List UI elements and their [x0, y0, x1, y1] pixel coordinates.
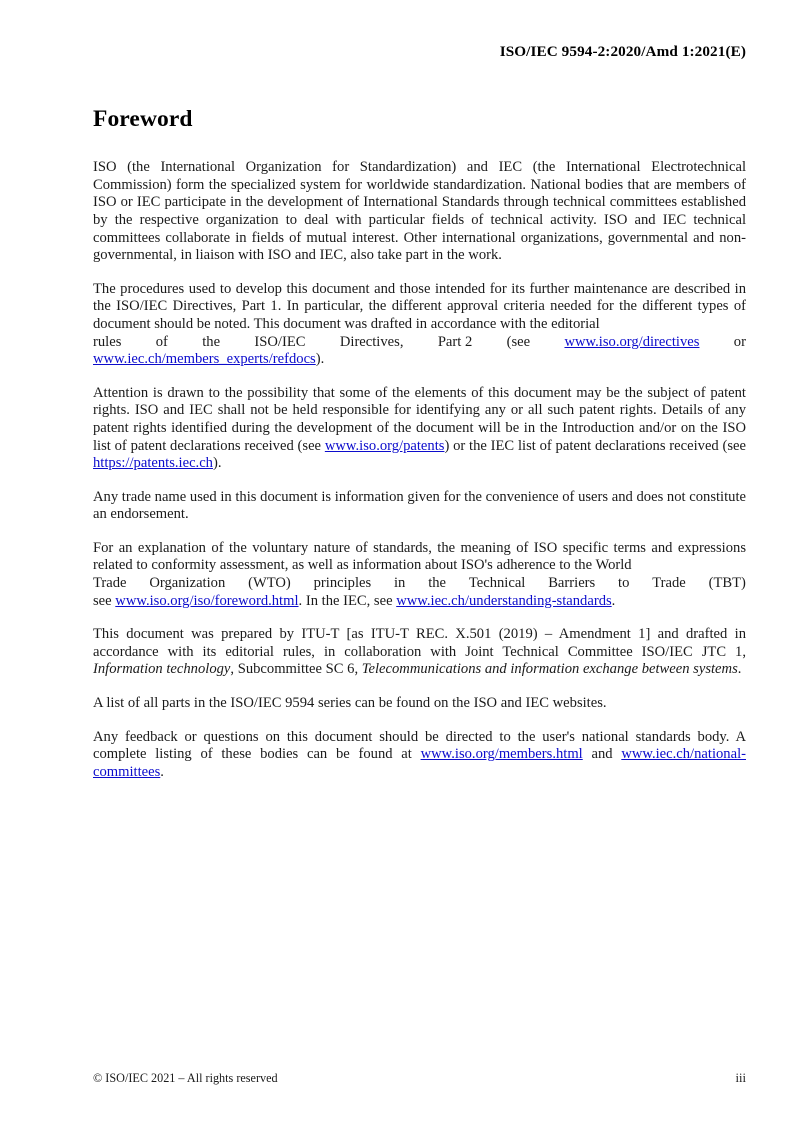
word-rules: rules — [93, 333, 122, 350]
word-principles: principles — [313, 575, 372, 592]
paragraph-text-mid: , Subcommittee SC 6, — [230, 661, 362, 678]
link-iso-patents[interactable]: www.iso.org/patents — [324, 437, 445, 454]
paragraph-parts-list — [93, 695, 746, 713]
paragraph-feedback — [93, 729, 746, 782]
link-iso-foreword[interactable]: www.iso.org/iso/foreword.html — [115, 592, 299, 609]
paragraph-text-close: ). — [212, 455, 222, 472]
paragraph-text-lead: Attention is drawn to the possibility that some of the elements of this document may be the subject of patent rights. ISO and IEC shall not be held responsible for identifying any or all such patent rights. Details of any patent rights identified during the development of the document will be in the Introduction and/or on the ISO list of patent declarations received (see — [93, 384, 746, 454]
word-trade: Trade — [93, 575, 127, 592]
justified-line-wto — [93, 575, 746, 593]
paragraph-text-close: . — [611, 592, 616, 609]
paragraph-text: A list of all parts in the ISO/IEC 9594 series can be found on the ISO and IEC websites. — [93, 695, 607, 712]
link-iso-members[interactable]: www.iso.org/members.html — [420, 746, 583, 763]
italic-subcommittee-title: Telecommunications and information exchange between systems — [361, 661, 738, 678]
word-of: of — [155, 333, 168, 350]
paragraph-text-lead: This document was prepared by ITU-T [as ITU-T REC. X.501 (2019) – Amendment 1] and drafted in accordance with its editorial rules, in collaboration with Joint Technical Committee ISO/IEC JTC 1, — [93, 626, 746, 660]
paragraph-text: Any trade name used in this document is information given for the convenience of users and does not constitute an endorsement. — [93, 488, 746, 523]
word-directives: Directives, — [339, 333, 404, 350]
word-barriers: Barriers — [548, 575, 596, 592]
word-part-2: Part 2 — [437, 333, 473, 350]
paragraph-text-mid: and — [582, 746, 622, 763]
paragraph-patent-rights — [93, 385, 746, 473]
paragraph-text-lead: The procedures used to develop this document and those intended for its further maintenance are described in the ISO/IEC Directives, Part 1. In particular, the different approval criteria needed for the different types of document should be noted. This document was drafted in accordance with the editorial — [93, 280, 746, 332]
paragraph-text-mid: . In the IEC, see — [298, 592, 397, 609]
paragraph-text-close: . — [160, 763, 164, 780]
word-tbt: (TBT) — [708, 575, 746, 592]
paragraph-iso-iec-intro — [93, 159, 746, 265]
word-technical: Technical — [468, 575, 526, 592]
paragraph-text-close: ). — [315, 351, 325, 368]
page-footer — [93, 1071, 746, 1086]
link-iec-members-experts-refdocs[interactable]: www.iec.ch/members_experts/refdocs — [93, 351, 316, 368]
word-wto: (WTO) — [248, 575, 291, 592]
link-patents-iec-ch[interactable]: https://patents.iec.ch — [93, 455, 213, 472]
word-in: in — [394, 575, 406, 592]
word-see: (see — [506, 333, 531, 350]
word-or: or — [733, 333, 746, 350]
word-to: to — [618, 575, 630, 592]
link-iec-understanding-standards[interactable]: www.iec.ch/understanding-standards — [396, 592, 612, 609]
word-iso-iec: ISO/IEC — [254, 333, 306, 350]
word-the: the — [202, 333, 221, 350]
paragraph-text: ISO (the International Organization for Standardization) and IEC (the International Electrotechnical Commission) form the specialized system for worldwide standardization. National bodies that are members of ISO or IEC participate in the development of International Standards through technical committees established by the respective organization to deal with particular fields of technical activity. ISO and IEC technical committees collaborate in fields of mutual interest. Other international organizations, governmental and non-governmental, in liaison with ISO and IEC, also take part in the work. — [93, 159, 746, 264]
page-title: Foreword — [93, 106, 193, 132]
document-header-reference: ISO/IEC 9594-2:2020/Amd 1:2021(E) — [499, 43, 746, 60]
paragraph-text-close: . — [737, 661, 742, 678]
copyright-notice: © ISO/IEC 2021 – All rights reserved — [93, 1071, 278, 1085]
paragraph-voluntary-nature — [93, 540, 746, 610]
italic-information-technology: Information technology — [93, 661, 231, 678]
document-body — [93, 105, 746, 797]
link-iec-national-committees[interactable]: www.iec.ch/national-committees — [93, 746, 746, 780]
justified-line-directives — [93, 334, 746, 352]
page-number: iii — [735, 1071, 746, 1085]
word-the: the — [428, 575, 447, 592]
paragraph-text-mid: ) or the IEC list of patent declarations received (see — [444, 437, 747, 454]
paragraph-prepared-by — [93, 626, 746, 679]
paragraph-text-lead: For an explanation of the voluntary nature of standards, the meaning of ISO specific terms and expressions related to conformity assessment, as well as information about ISO's adherence to the World — [93, 539, 746, 574]
word-see: see — [93, 592, 116, 609]
link-iso-directives[interactable]: www.iso.org/directives — [564, 333, 700, 350]
paragraph-procedures — [93, 281, 746, 369]
word-organization: Organization — [149, 575, 226, 592]
paragraph-text-lead: Any feedback or questions on this document should be directed to the user's national standards body. A complete listing of these bodies can be found at — [93, 728, 746, 763]
paragraph-trade-name — [93, 489, 746, 524]
word-trade-2: Trade — [652, 575, 686, 592]
